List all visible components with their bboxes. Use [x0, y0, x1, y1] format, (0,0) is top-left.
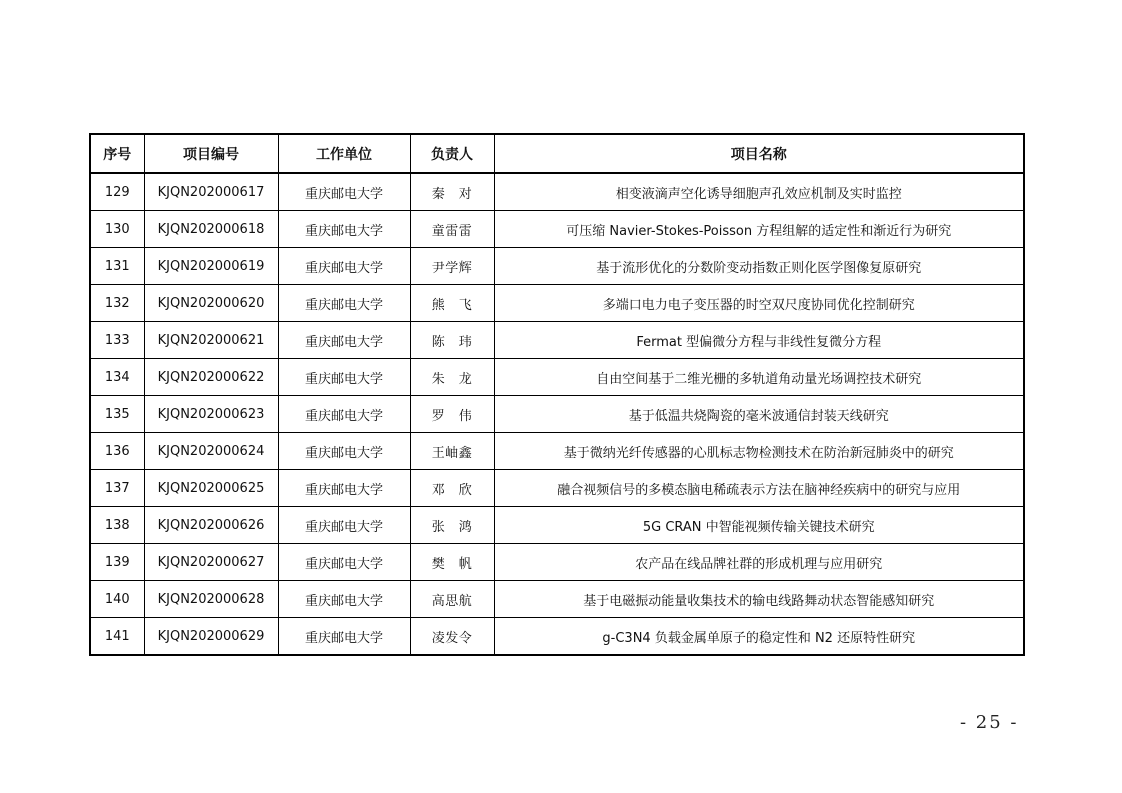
cell-leader: 尹学辉 [410, 248, 494, 285]
cell-seq: 138 [90, 507, 144, 544]
cell-unit: 重庆邮电大学 [278, 359, 410, 396]
table-row [90, 581, 1024, 618]
cell-seq: 131 [90, 248, 144, 285]
cell-title: 5G CRAN 中智能视频传输关键技术研究 [494, 507, 1024, 544]
cell-seq: 135 [90, 396, 144, 433]
cell-title: 基于微纳光纤传感器的心肌标志物检测技术在防治新冠肺炎中的研究 [494, 433, 1024, 470]
cell-leader: 秦 对 [410, 173, 494, 211]
cell-title: 基于流形优化的分数阶变动指数正则化医学图像复原研究 [494, 248, 1024, 285]
table-body [90, 173, 1024, 655]
table-header [90, 134, 1024, 173]
cell-code: KJQN202000626 [144, 507, 278, 544]
cell-code: KJQN202000618 [144, 211, 278, 248]
cell-code: KJQN202000617 [144, 173, 278, 211]
table-row [90, 470, 1024, 507]
cell-leader: 朱 龙 [410, 359, 494, 396]
cell-unit: 重庆邮电大学 [278, 618, 410, 656]
cell-leader: 凌发令 [410, 618, 494, 656]
cell-code: KJQN202000629 [144, 618, 278, 656]
header-unit: 工作单位 [278, 134, 410, 173]
table-row [90, 396, 1024, 433]
cell-unit: 重庆邮电大学 [278, 396, 410, 433]
cell-code: KJQN202000619 [144, 248, 278, 285]
cell-seq: 141 [90, 618, 144, 656]
cell-seq: 139 [90, 544, 144, 581]
cell-leader: 罗 伟 [410, 396, 494, 433]
cell-unit: 重庆邮电大学 [278, 248, 410, 285]
table-row [90, 322, 1024, 359]
cell-seq: 133 [90, 322, 144, 359]
header-leader: 负责人 [410, 134, 494, 173]
cell-leader: 高思航 [410, 581, 494, 618]
table-row [90, 618, 1024, 656]
cell-title: g-C3N4 负载金属单原子的稳定性和 N2 还原特性研究 [494, 618, 1024, 656]
cell-leader: 童雷雷 [410, 211, 494, 248]
table-row [90, 211, 1024, 248]
cell-leader: 王岫鑫 [410, 433, 494, 470]
cell-leader: 陈 玮 [410, 322, 494, 359]
project-table [89, 133, 1025, 656]
table-row [90, 285, 1024, 322]
header-seq: 序号 [90, 134, 144, 173]
cell-code: KJQN202000625 [144, 470, 278, 507]
cell-leader: 张 鸿 [410, 507, 494, 544]
cell-seq: 130 [90, 211, 144, 248]
cell-seq: 137 [90, 470, 144, 507]
cell-unit: 重庆邮电大学 [278, 470, 410, 507]
header-row [90, 134, 1024, 173]
cell-unit: 重庆邮电大学 [278, 581, 410, 618]
cell-code: KJQN202000622 [144, 359, 278, 396]
table-row [90, 433, 1024, 470]
cell-seq: 136 [90, 433, 144, 470]
cell-title: 可压缩 Navier-Stokes-Poisson 方程组解的适定性和渐近行为研究 [494, 211, 1024, 248]
cell-title: 多端口电力电子变压器的时空双尺度协同优化控制研究 [494, 285, 1024, 322]
cell-title: 相变液滴声空化诱导细胞声孔效应机制及实时监控 [494, 173, 1024, 211]
cell-seq: 140 [90, 581, 144, 618]
cell-code: KJQN202000623 [144, 396, 278, 433]
cell-title: Fermat 型偏微分方程与非线性复微分方程 [494, 322, 1024, 359]
cell-unit: 重庆邮电大学 [278, 211, 410, 248]
cell-leader: 熊 飞 [410, 285, 494, 322]
page-number: - 25 - [960, 712, 1019, 733]
table-row [90, 359, 1024, 396]
cell-unit: 重庆邮电大学 [278, 507, 410, 544]
cell-code: KJQN202000620 [144, 285, 278, 322]
cell-code: KJQN202000624 [144, 433, 278, 470]
table-row [90, 248, 1024, 285]
cell-leader: 邓 欣 [410, 470, 494, 507]
cell-title: 融合视频信号的多模态脑电稀疏表示方法在脑神经疾病中的研究与应用 [494, 470, 1024, 507]
cell-code: KJQN202000628 [144, 581, 278, 618]
cell-leader: 樊 帆 [410, 544, 494, 581]
cell-title: 基于低温共烧陶瓷的毫米波通信封装天线研究 [494, 396, 1024, 433]
cell-unit: 重庆邮电大学 [278, 173, 410, 211]
table-row [90, 544, 1024, 581]
cell-code: KJQN202000627 [144, 544, 278, 581]
cell-code: KJQN202000621 [144, 322, 278, 359]
cell-unit: 重庆邮电大学 [278, 322, 410, 359]
cell-unit: 重庆邮电大学 [278, 285, 410, 322]
header-title: 项目名称 [494, 134, 1024, 173]
cell-title: 农产品在线品牌社群的形成机理与应用研究 [494, 544, 1024, 581]
cell-unit: 重庆邮电大学 [278, 433, 410, 470]
table-row [90, 507, 1024, 544]
cell-seq: 129 [90, 173, 144, 211]
cell-unit: 重庆邮电大学 [278, 544, 410, 581]
cell-title: 基于电磁振动能量收集技术的输电线路舞动状态智能感知研究 [494, 581, 1024, 618]
cell-seq: 134 [90, 359, 144, 396]
cell-title: 自由空间基于二维光栅的多轨道角动量光场调控技术研究 [494, 359, 1024, 396]
table-row [90, 173, 1024, 211]
header-code: 项目编号 [144, 134, 278, 173]
cell-seq: 132 [90, 285, 144, 322]
